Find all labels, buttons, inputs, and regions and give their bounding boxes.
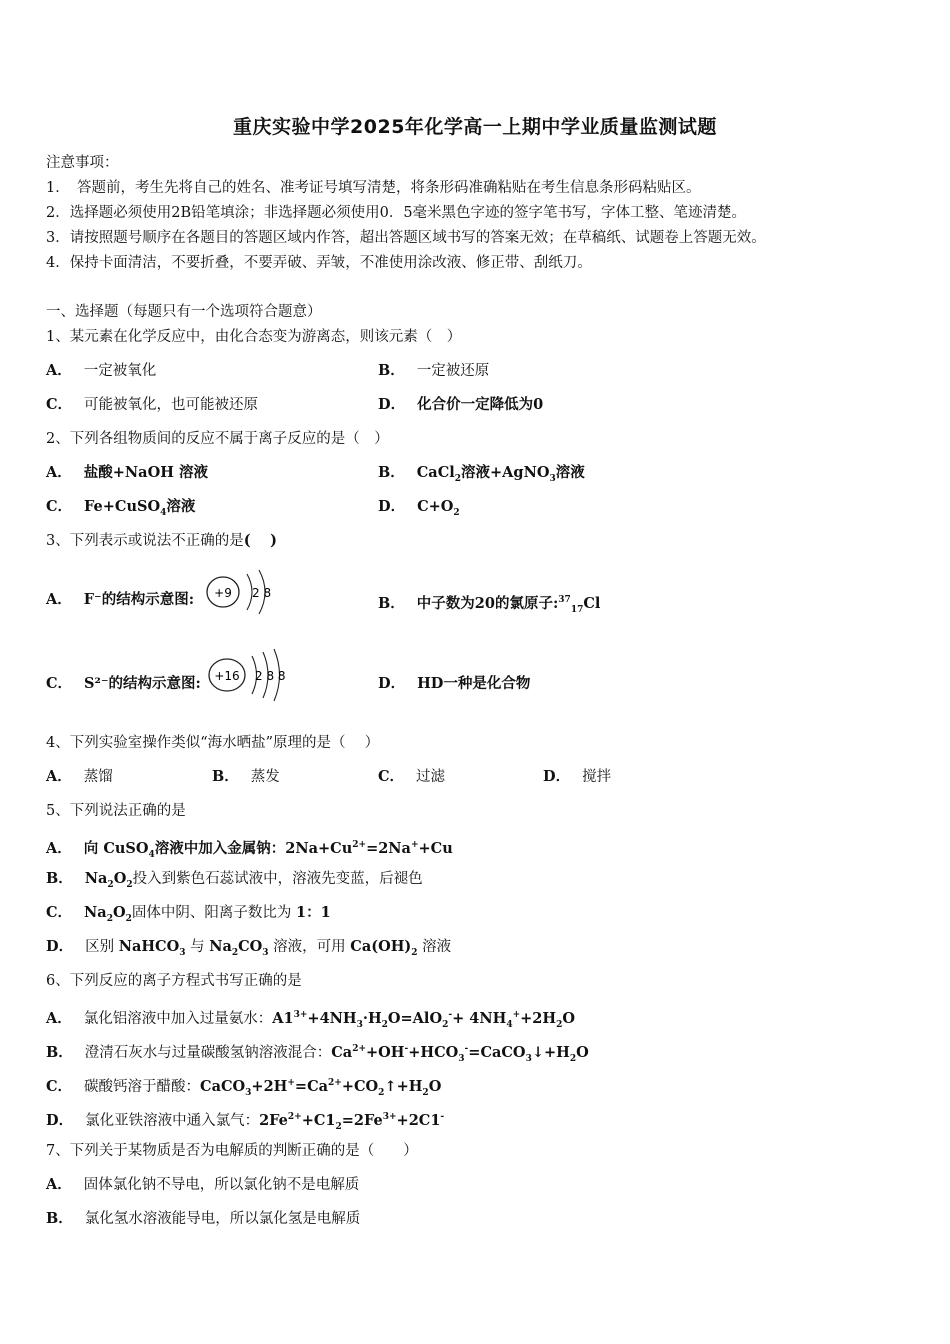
fluoride-structure-diagram xyxy=(203,568,275,616)
notice-item-3: 3．请按照题号顺序在各题目的答题区域内作答，超出答题区域书写的答案无效；在草稿纸、试题卷上答题无效。 xyxy=(46,230,766,246)
q7-option-b[interactable]: B． 氯化氢水溶液能导电，所以氯化氢是电解质 xyxy=(46,1210,361,1227)
q3-stem: 3、下列表示或说法不正确的是( ) xyxy=(46,532,278,549)
q5-option-a[interactable]: A． 向 CuSO$_4$溶液中加入金属钠：$2Na+Cu^{2+}=2Na^++Cu$ xyxy=(46,839,453,860)
q3-option-b[interactable]: B． 中子数为20的氯原子:$^{37}_{17}$Cl xyxy=(378,594,601,615)
q7-stem: 7、下列关于某物质是否为电解质的判断正确的是（ ） xyxy=(46,1143,418,1159)
sulfide-structure-diagram xyxy=(206,648,288,702)
q2-stem: 2、下列各组物质间的反应不属于离子反应的是（ ） xyxy=(46,431,389,447)
sulfide-shells-label: 2 8 8 xyxy=(255,669,286,683)
q1-option-d[interactable]: D． 化合价一定降低为0 xyxy=(378,396,544,413)
q5-option-d[interactable]: D． 区别 NaHCO$_3$ 与 $Na_2CO_3$ 溶液，可用 $Ca(OH)_2$ 溶液 xyxy=(46,938,452,958)
q3-option-c[interactable]: C． S²⁻的结构示意图: xyxy=(46,675,201,692)
notice-heading: 注意事项： xyxy=(46,155,119,171)
q6-stem: 6、下列反应的离子方程式书写正确的是 xyxy=(46,973,302,989)
q6-option-c[interactable]: C． 碳酸钙溶于醋酸：$CaCO_3+2H^+=Ca^{2+}+CO_2↑+H_2O$ xyxy=(46,1077,442,1098)
q2-option-c[interactable]: C． Fe+CuSO$_4$溶液 xyxy=(46,498,196,518)
q4-stem: 4、下列实验室操作类似“海水晒盐”原理的是（ ） xyxy=(46,735,380,751)
notice-item-4: 4．保持卡面清洁，不要折叠，不要弄破、弄皱，不准使用涂改液、修正带、刮纸刀。 xyxy=(46,255,592,271)
q6-option-b[interactable]: B． 澄清石灰水与过量碳酸氢钠溶液混合：$Ca^{2+}+OH^-+HCO_3^-=CaCO_3↓+H_2O$ xyxy=(46,1043,589,1064)
q2-option-d[interactable]: D． $C+O_2$ xyxy=(378,498,460,518)
q1-option-a[interactable]: A． 一定被氧化 xyxy=(46,362,157,379)
notice-item-1: 1． 答题前，考生先将自己的姓名、准考证号填写清楚，将条形码准确粘贴在考生信息条形码粘贴区。 xyxy=(46,180,701,196)
q6-option-d[interactable]: D． 氯化亚铁溶液中通入氯气：$2Fe^{2+}+C1_2=2Fe^{3+}+2C1^-$ xyxy=(46,1111,445,1132)
q5-stem: 5、下列说法正确的是 xyxy=(46,803,186,819)
q2-option-b[interactable]: B． CaCl$_2$溶液+AgNO$_3$溶液 xyxy=(378,464,585,484)
q4-option-b[interactable]: B． 蒸发 xyxy=(212,768,280,785)
q5-option-c[interactable]: C． $Na_2O_2$固体中阴、阳离子数比为 1：1 xyxy=(46,904,331,924)
fluoride-nucleus-label: +9 xyxy=(214,586,232,600)
q3-option-d[interactable]: D． HD一种是化合物 xyxy=(378,675,531,692)
section-heading: 一、选择题（每题只有一个选项符合题意） xyxy=(46,304,322,320)
page-title: 重庆实验中学2025年化学高一上期中学业质量监测试题 xyxy=(233,116,717,138)
q4-option-d[interactable]: D． 搅拌 xyxy=(543,768,612,785)
q2-option-a[interactable]: A． 盐酸+NaOH 溶液 xyxy=(46,464,208,481)
q1-option-b[interactable]: B． 一定被还原 xyxy=(378,362,490,379)
q5-option-b[interactable]: B． $Na_2O_2$投入到紫色石蕊试液中，溶液先变蓝，后褪色 xyxy=(46,870,423,890)
q3-option-a[interactable]: A． F⁻的结构示意图: xyxy=(46,591,195,608)
q4-option-a[interactable]: A． 蒸馏 xyxy=(46,768,113,785)
q1-option-c[interactable]: C． 可能被氧化，也可能被还原 xyxy=(46,396,259,413)
q1-stem: 1、某元素在化学反应中，由化合态变为游离态，则该元素（ ） xyxy=(46,329,462,345)
q6-option-a[interactable]: A． 氯化铝溶液中加入过量氨水：$A1^{3+}+4NH_3\cdot H_2O=AlO_2^-+ 4NH_4^++2H_2O$ xyxy=(46,1009,576,1030)
q7-option-a[interactable]: A． 固体氯化钠不导电，所以氯化钠不是电解质 xyxy=(46,1176,360,1193)
sulfide-nucleus-label: +16 xyxy=(214,669,240,683)
q4-option-c[interactable]: C． 过滤 xyxy=(378,768,446,785)
fluoride-shells-label: 2 8 xyxy=(252,586,272,600)
notice-item-2: 2．选择题必须使用2B铅笔填涂；非选择题必须使用0．5毫米黑色字迹的签字笔书写，字体工整、笔迹清楚。 xyxy=(46,205,747,221)
